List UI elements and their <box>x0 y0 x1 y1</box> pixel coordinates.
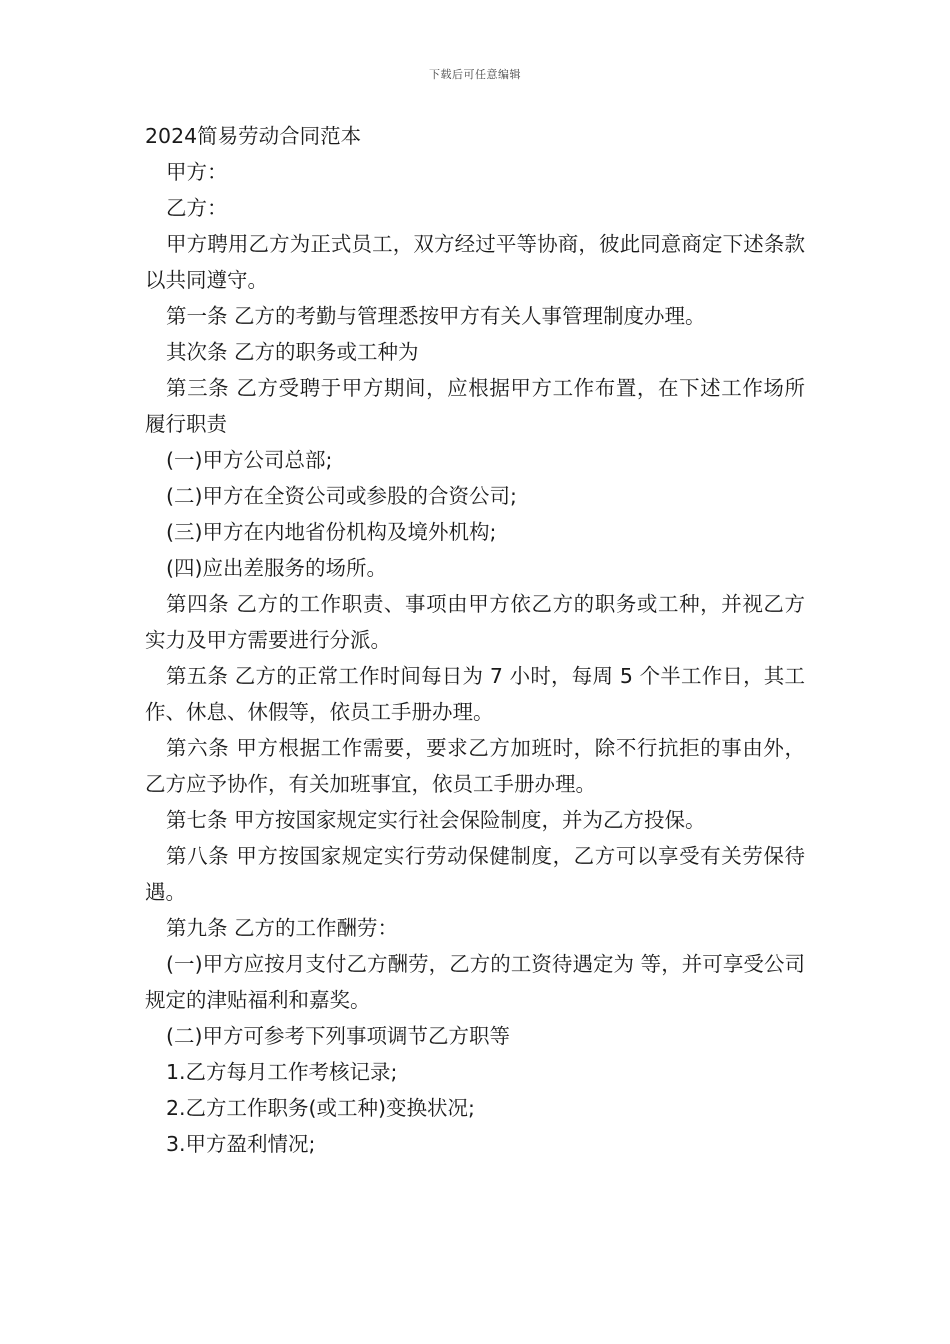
document-body <box>145 118 805 1162</box>
document-title: 2024简易劳动合同范本 <box>145 124 362 148</box>
article-9-item-2: (二)甲方可参考下列事项调节乙方职等 <box>166 1024 510 1048</box>
article-8: 第八条 甲方按国家规定实行劳动保健制度，乙方可以享受有关劳保待遇。 <box>145 844 805 904</box>
article-3-item-1: (一)甲方公司总部; <box>166 448 333 472</box>
article-6: 第六条 甲方根据工作需要，要求乙方加班时，除不行抗拒的事由外，乙方应予协作，有关加班事宜，依员工手册办理。 <box>145 736 805 796</box>
party-a-line: 甲方： <box>166 160 228 184</box>
intro-paragraph: 甲方聘用乙方为正式员工，双方经过平等协商，彼此同意商定下述条款以共同遵守。 <box>145 232 805 292</box>
article-5: 第五条 乙方的正常工作时间每日为 7 小时，每周 5 个半工作日，其工作、休息、休假等，依员工手册办理。 <box>145 664 805 724</box>
article-3-item-3: (三)甲方在内地省份机构及境外机构; <box>166 520 497 544</box>
article-4: 第四条 乙方的工作职责、事项由甲方依乙方的职务或工种，并视乙方实力及甲方需要进行分派。 <box>145 592 805 652</box>
article-9-sub-item-1: 1.乙方每月工作考核记录; <box>166 1060 398 1084</box>
article-9-sub-item-2: 2.乙方工作职务(或工种)变换状况; <box>166 1096 475 1120</box>
article-9-item-1: (一)甲方应按月支付乙方酬劳，乙方的工资待遇定为 等，并可享受公司规定的津贴福利和嘉奖。 <box>145 952 805 1012</box>
article-3-item-4: (四)应出差服务的场所。 <box>166 556 387 580</box>
article-1: 第一条 乙方的考勤与管理悉按甲方有关人事管理制度办理。 <box>166 304 706 328</box>
party-b-line: 乙方： <box>166 196 228 220</box>
header-note: 下载后可任意编辑 <box>429 68 521 81</box>
article-7: 第七条 甲方按国家规定实行社会保险制度，并为乙方投保。 <box>166 808 706 832</box>
article-3-item-2: (二)甲方在全资公司或参股的合资公司; <box>166 484 517 508</box>
article-2: 其次条 乙方的职务或工种为 <box>166 340 419 364</box>
article-9-sub-item-3: 3.甲方盈利情况; <box>166 1132 316 1156</box>
article-3: 第三条 乙方受聘于甲方期间，应根据甲方工作布置，在下述工作场所履行职责 <box>145 376 805 436</box>
article-9: 第九条 乙方的工作酬劳： <box>166 916 399 940</box>
